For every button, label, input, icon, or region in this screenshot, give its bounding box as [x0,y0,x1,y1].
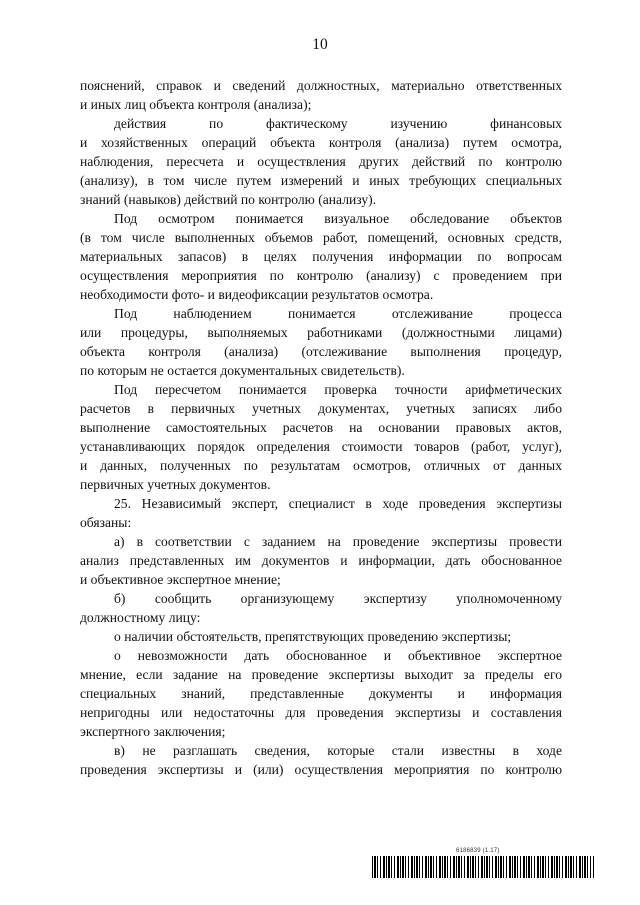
text-line: (анализу), в том числе путем измерений и иных требующих специальных [80,173,562,188]
paragraph-9 [80,627,562,646]
paragraph-2 [80,114,562,209]
paragraph-11 [80,741,562,779]
paragraph-8 [80,589,562,627]
text-line: специальных знаний, представленные документы и информация [80,686,562,701]
text-line: анализ представленных им документов и информации, дать обоснованное [80,553,562,568]
text-line: объекта контроля (анализа) (отслеживание выполнения процедур, [80,344,562,359]
paragraph-10 [80,646,562,741]
text-line: непригодны или недостаточны для проведения экспертизы и составления [80,705,562,720]
paragraph-1 [80,76,562,114]
text-line: мнение, если задание на проведение экспертизы выходит за пределы его [80,667,562,682]
document-id: 6186839 (1.17) [456,848,500,854]
paragraph-4 [80,304,562,380]
text-line: Под осмотром понимается визуальное обследование объектов [114,211,562,226]
text-line: Под пересчетом понимается проверка точности арифметических [114,382,562,397]
text-line: проведения экспертизы и (или) осуществления мероприятия по контролю [80,762,562,777]
text-line: в) не разглашать сведения, которые стали известны в ходе [114,743,562,758]
text-line: необходимости фото- и видеофиксации результатов осмотра. [80,287,434,302]
text-line: выполнение самостоятельных расчетов на основании правовых актов, [80,420,562,435]
document-body [80,76,562,779]
text-line: первичных учетных документов. [80,477,271,492]
text-line: и объективное экспертное мнение; [80,572,281,587]
text-line: материальных запасов) в целях получения информации по вопросам [80,249,562,264]
text-line: а) в соответствии с заданием на проведение экспертизы провести [114,534,562,549]
text-line: должностному лицу: [80,610,201,625]
text-line: наблюдения, пересчета и осуществления других действий по контролю [80,154,562,169]
paragraph-7 [80,532,562,589]
text-line: б) сообщить организующему экспертизу уполномоченному [114,591,562,606]
barcode [372,856,594,878]
text-line: расчетов в первичных учетных документах, учетных записях либо [80,401,562,416]
text-line: или процедуры, выполняемых работниками (должностными лицами) [80,325,562,340]
text-line: (в том числе выполненных объемов работ, помещений, основных средств, [80,230,562,245]
page-number: 10 [312,36,328,53]
text-line: и данных, полученных по результатам осмотров, отличных от данных [80,458,562,473]
text-line: Под наблюдением понимается отслеживание процесса [114,306,562,321]
text-line: и хозяйственных операций объекта контроля (анализа) путем осмотра, [80,135,562,150]
text-line: и иных лиц объекта контроля (анализа); [80,97,312,112]
paragraph-5 [80,380,562,494]
text-line: знаний (навыков) действий по контролю (анализу). [80,192,377,207]
text-line: действия по фактическому изучению финансовых [114,116,562,131]
text-line: обязаны: [80,515,132,530]
text-line: по которым не остается документальных свидетельств). [80,363,405,378]
paragraph-3 [80,209,562,304]
text-line: о наличии обстоятельств, препятствующих проведению экспертизы; [114,629,512,644]
paragraph-6 [80,494,562,532]
text-line: устанавливающих порядок определения стоимости товаров (работ, услуг), [80,439,562,454]
text-line: осуществления мероприятия по контролю (анализу) с проведением при [80,268,562,283]
text-line: экспертного заключения; [80,724,226,739]
text-line: о невозможности дать обоснованное и объективное экспертное [114,648,562,663]
text-line: пояснений, справок и сведений должностных, материально ответственных [80,78,562,93]
text-line: 25. Независимый эксперт, специалист в ходе проведения экспертизы [114,496,562,511]
